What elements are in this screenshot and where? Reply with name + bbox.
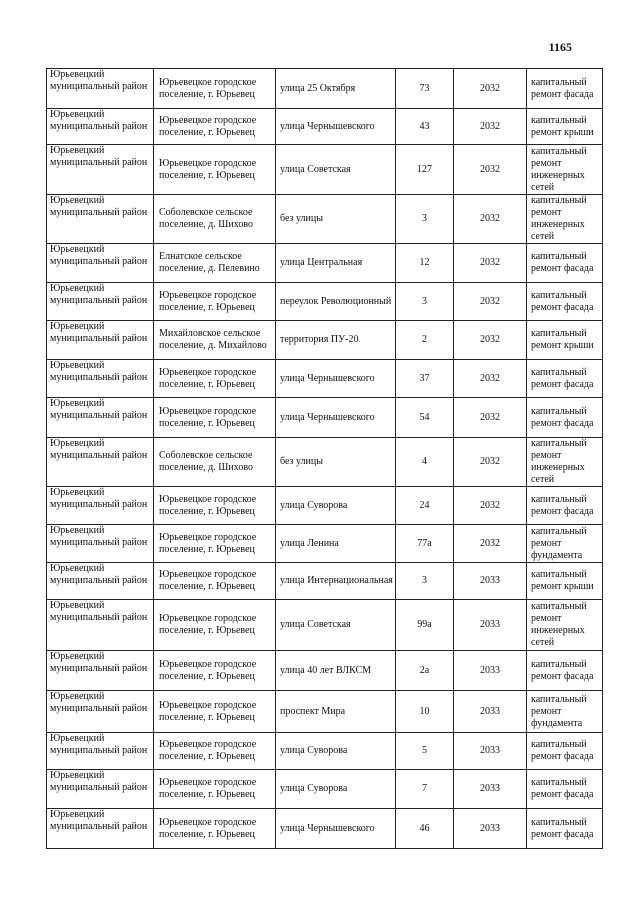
district-cell: Юрьевецкий муниципальный район	[47, 360, 154, 398]
street-address-cell: улица Суворова	[276, 733, 396, 770]
district-cell: Юрьевецкий муниципальный район	[47, 195, 154, 244]
table-row	[47, 600, 603, 651]
repair-schedule-table	[46, 68, 603, 849]
table-row	[47, 283, 603, 321]
street-address-cell: улица Суворова	[276, 770, 396, 809]
work-type-cell: капитальный ремонт крыши	[527, 321, 603, 360]
table-body	[47, 69, 603, 849]
repair-year-cell: 2032	[454, 438, 527, 487]
street-address-cell: улица Чернышевского	[276, 109, 396, 145]
work-type-cell: капитальный ремонт инженерных сетей	[527, 195, 603, 244]
work-type-cell: капитальный ремонт фасада	[527, 360, 603, 398]
work-type-cell: капитальный ремонт инженерных сетей	[527, 145, 603, 195]
settlement-cell: Юрьевецкое городское поселение, г. Юрьевец	[154, 109, 276, 145]
settlement-cell: Юрьевецкое городское поселение, г. Юрьевец	[154, 651, 276, 691]
repair-year-cell: 2032	[454, 244, 527, 283]
house-number-cell: 12	[396, 244, 454, 283]
table-row	[47, 438, 603, 487]
district-cell: Юрьевецкий муниципальный район	[47, 321, 154, 360]
table-row	[47, 321, 603, 360]
settlement-cell: Юрьевецкое городское поселение, г. Юрьевец	[154, 360, 276, 398]
house-number-cell: 3	[396, 283, 454, 321]
work-type-cell: капитальный ремонт инженерных сетей	[527, 600, 603, 651]
street-address-cell: улица Суворова	[276, 487, 396, 525]
district-cell: Юрьевецкий муниципальный район	[47, 651, 154, 691]
table-row	[47, 809, 603, 849]
street-address-cell: проспект Мира	[276, 691, 396, 733]
table-row	[47, 398, 603, 438]
street-address-cell: улица Центральная	[276, 244, 396, 283]
house-number-cell: 73	[396, 69, 454, 109]
house-number-cell: 46	[396, 809, 454, 849]
table-row	[47, 109, 603, 145]
work-type-cell: капитальный ремонт фасада	[527, 651, 603, 691]
work-type-cell: капитальный ремонт фасада	[527, 244, 603, 283]
table-row	[47, 691, 603, 733]
work-type-cell: капитальный ремонт крыши	[527, 109, 603, 145]
work-type-cell: капитальный ремонт фундамента	[527, 691, 603, 733]
house-number-cell: 77а	[396, 525, 454, 563]
district-cell: Юрьевецкий муниципальный район	[47, 283, 154, 321]
district-cell: Юрьевецкий муниципальный район	[47, 600, 154, 651]
street-address-cell: улица Чернышевского	[276, 398, 396, 438]
repair-year-cell: 2032	[454, 360, 527, 398]
street-address-cell: улица 25 Октября	[276, 69, 396, 109]
settlement-cell: Михайловское сельское поселение, д. Михайлово	[154, 321, 276, 360]
settlement-cell: Юрьевецкое городское поселение, г. Юрьевец	[154, 733, 276, 770]
repair-year-cell: 2033	[454, 733, 527, 770]
work-type-cell: капитальный ремонт инженерных сетей	[527, 438, 603, 487]
street-address-cell: улица Чернышевского	[276, 360, 396, 398]
repair-year-cell: 2033	[454, 809, 527, 849]
settlement-cell: Юрьевецкое городское поселение, г. Юрьевец	[154, 770, 276, 809]
settlement-cell: Елнатское сельское поселение, д. Пелевино	[154, 244, 276, 283]
work-type-cell: капитальный ремонт фасада	[527, 770, 603, 809]
settlement-cell: Юрьевецкое городское поселение, г. Юрьевец	[154, 600, 276, 651]
repair-year-cell: 2033	[454, 770, 527, 809]
district-cell: Юрьевецкий муниципальный район	[47, 525, 154, 563]
settlement-cell: Юрьевецкое городское поселение, г. Юрьевец	[154, 809, 276, 849]
house-number-cell: 10	[396, 691, 454, 733]
street-address-cell: улица Советская	[276, 600, 396, 651]
settlement-cell: Юрьевецкое городское поселение, г. Юрьевец	[154, 487, 276, 525]
house-number-cell: 54	[396, 398, 454, 438]
table-row	[47, 195, 603, 244]
house-number-cell: 7	[396, 770, 454, 809]
district-cell: Юрьевецкий муниципальный район	[47, 69, 154, 109]
repair-year-cell: 2032	[454, 321, 527, 360]
work-type-cell: капитальный ремонт фасада	[527, 398, 603, 438]
table-row	[47, 733, 603, 770]
table-row	[47, 145, 603, 195]
repair-year-cell: 2032	[454, 525, 527, 563]
work-type-cell: капитальный ремонт фасада	[527, 487, 603, 525]
work-type-cell: капитальный ремонт фасада	[527, 69, 603, 109]
table-row	[47, 651, 603, 691]
district-cell: Юрьевецкий муниципальный район	[47, 809, 154, 849]
district-cell: Юрьевецкий муниципальный район	[47, 438, 154, 487]
repair-year-cell: 2032	[454, 398, 527, 438]
settlement-cell: Юрьевецкое городское поселение, г. Юрьевец	[154, 145, 276, 195]
settlement-cell: Юрьевецкое городское поселение, г. Юрьевец	[154, 283, 276, 321]
street-address-cell: переулок Революционный	[276, 283, 396, 321]
house-number-cell: 3	[396, 563, 454, 600]
repair-year-cell: 2033	[454, 600, 527, 651]
house-number-cell: 3	[396, 195, 454, 244]
table-row	[47, 244, 603, 283]
repair-year-cell: 2032	[454, 69, 527, 109]
street-address-cell: территория ПУ-20	[276, 321, 396, 360]
district-cell: Юрьевецкий муниципальный район	[47, 145, 154, 195]
repair-year-cell: 2032	[454, 487, 527, 525]
repair-year-cell: 2032	[454, 145, 527, 195]
district-cell: Юрьевецкий муниципальный район	[47, 244, 154, 283]
settlement-cell: Юрьевецкое городское поселение, г. Юрьевец	[154, 69, 276, 109]
work-type-cell: капитальный ремонт фасада	[527, 809, 603, 849]
street-address-cell: улица Интернациональная	[276, 563, 396, 600]
page-number: 1165	[548, 40, 572, 54]
table-row	[47, 360, 603, 398]
table-row	[47, 487, 603, 525]
repair-year-cell: 2033	[454, 651, 527, 691]
settlement-cell: Соболевское сельское поселение, д. Шихово	[154, 195, 276, 244]
district-cell: Юрьевецкий муниципальный район	[47, 563, 154, 600]
table-row	[47, 525, 603, 563]
district-cell: Юрьевецкий муниципальный район	[47, 733, 154, 770]
house-number-cell: 4	[396, 438, 454, 487]
street-address-cell: улица 40 лет ВЛКСМ	[276, 651, 396, 691]
street-address-cell: улица Чернышевского	[276, 809, 396, 849]
street-address-cell: улица Ленина	[276, 525, 396, 563]
settlement-cell: Юрьевецкое городское поселение, г. Юрьевец	[154, 525, 276, 563]
work-type-cell: капитальный ремонт фасада	[527, 283, 603, 321]
house-number-cell: 2	[396, 321, 454, 360]
repair-year-cell: 2032	[454, 195, 527, 244]
street-address-cell: без улицы	[276, 195, 396, 244]
repair-year-cell: 2033	[454, 691, 527, 733]
district-cell: Юрьевецкий муниципальный район	[47, 109, 154, 145]
settlement-cell: Соболевское сельское поселение, д. Шихово	[154, 438, 276, 487]
repair-year-cell: 2033	[454, 563, 527, 600]
settlement-cell: Юрьевецкое городское поселение, г. Юрьевец	[154, 691, 276, 733]
house-number-cell: 99а	[396, 600, 454, 651]
district-cell: Юрьевецкий муниципальный район	[47, 770, 154, 809]
repair-year-cell: 2032	[454, 109, 527, 145]
house-number-cell: 5	[396, 733, 454, 770]
house-number-cell: 24	[396, 487, 454, 525]
district-cell: Юрьевецкий муниципальный район	[47, 398, 154, 438]
street-address-cell: без улицы	[276, 438, 396, 487]
settlement-cell: Юрьевецкое городское поселение, г. Юрьевец	[154, 563, 276, 600]
table-row	[47, 69, 603, 109]
work-type-cell: капитальный ремонт крыши	[527, 563, 603, 600]
house-number-cell: 37	[396, 360, 454, 398]
table-row	[47, 770, 603, 809]
settlement-cell: Юрьевецкое городское поселение, г. Юрьевец	[154, 398, 276, 438]
repair-year-cell: 2032	[454, 283, 527, 321]
house-number-cell: 43	[396, 109, 454, 145]
street-address-cell: улица Советская	[276, 145, 396, 195]
district-cell: Юрьевецкий муниципальный район	[47, 487, 154, 525]
work-type-cell: капитальный ремонт фасада	[527, 733, 603, 770]
house-number-cell: 127	[396, 145, 454, 195]
table-row	[47, 563, 603, 600]
district-cell: Юрьевецкий муниципальный район	[47, 691, 154, 733]
work-type-cell: капитальный ремонт фундамента	[527, 525, 603, 563]
repair-schedule-table-container	[46, 68, 602, 849]
house-number-cell: 2а	[396, 651, 454, 691]
